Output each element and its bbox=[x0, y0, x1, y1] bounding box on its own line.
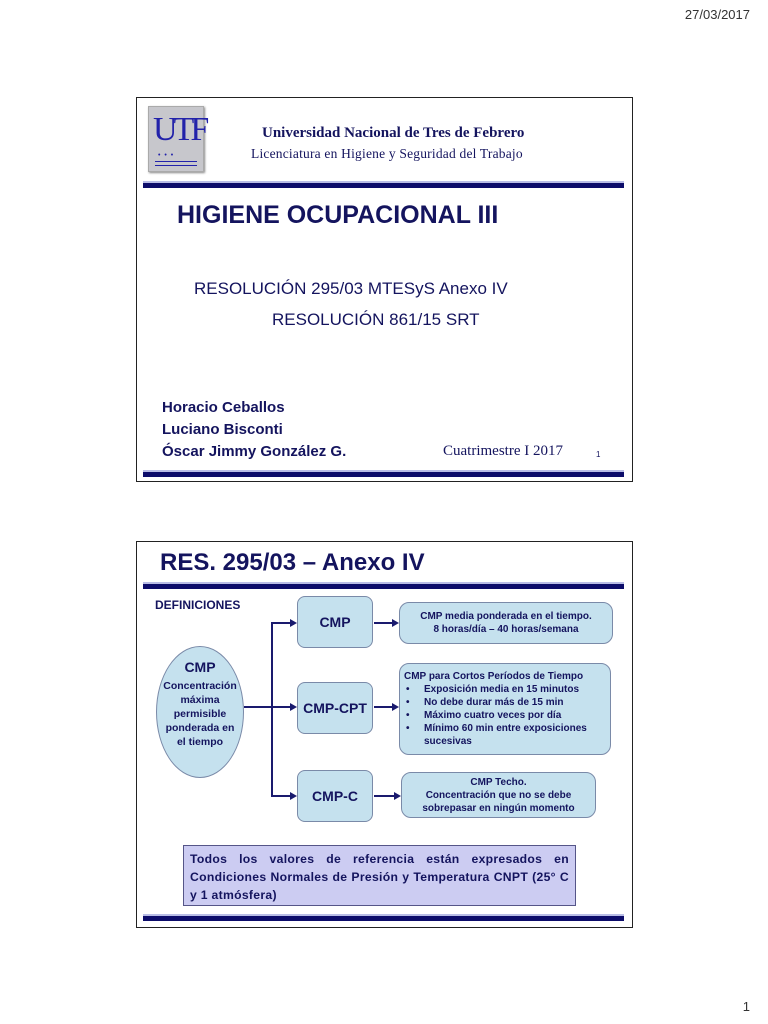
author: Óscar Jimmy González G. bbox=[162, 443, 347, 460]
arrow-icon bbox=[290, 703, 297, 711]
root-description: Concentración máxima permisible ponderada en el tiempo bbox=[163, 680, 237, 748]
description-line: CMP Techo. bbox=[470, 776, 527, 788]
footer-divider bbox=[143, 470, 624, 478]
arrow-icon bbox=[290, 619, 297, 627]
arrow-icon bbox=[392, 619, 399, 627]
description-line: sobrepasar en ningún momento bbox=[422, 802, 575, 814]
cpt-bullet-list bbox=[404, 683, 606, 748]
course-title: HIGIENE OCUPACIONAL III bbox=[177, 201, 499, 229]
section-label: DEFINICIONES bbox=[155, 598, 241, 612]
logo-band bbox=[155, 161, 197, 166]
term-label: Cuatrimestre I 2017 bbox=[443, 443, 563, 459]
description-line: CMP media ponderada en el tiempo. bbox=[420, 611, 592, 622]
slide-title: RES. 295/03 – Anexo IV bbox=[160, 549, 425, 576]
connector-cmp-desc bbox=[374, 622, 392, 624]
slide-number: 1 bbox=[596, 450, 601, 459]
cmp-cpt-box: CMP-CPT bbox=[297, 682, 373, 734]
connector-vertical-trunk bbox=[271, 622, 273, 797]
author: Luciano Bisconti bbox=[162, 421, 283, 438]
bullet-item: • Exposición media en 15 minutos bbox=[404, 683, 606, 696]
arrow-icon bbox=[392, 703, 399, 711]
description-line: Concentración que no se debe bbox=[425, 789, 572, 801]
bullet-item: • No debe durar más de 15 min bbox=[404, 696, 606, 709]
root-cmp-ellipse bbox=[156, 646, 244, 778]
root-label: CMP bbox=[184, 659, 216, 675]
connector-to-cmp bbox=[271, 622, 290, 624]
page-date: 27/03/2017 bbox=[684, 7, 750, 22]
author-list bbox=[162, 397, 346, 463]
description-line: 8 horas/día – 40 horas/semana bbox=[433, 624, 579, 635]
cnpt-note: Todos los valores de referencia están expresados en Condiciones Normales de Presión y Temperatura CNPT (25° C y 1 atmósfera) bbox=[183, 845, 576, 906]
university-logo bbox=[148, 106, 204, 172]
bullet-item: • Máximo cuatro veces por día bbox=[404, 709, 606, 722]
connector-c-desc bbox=[374, 795, 394, 797]
footer-divider bbox=[143, 914, 624, 922]
arrow-icon bbox=[290, 792, 297, 800]
university-name: Universidad Nacional de Tres de Febrero bbox=[262, 125, 525, 141]
cmp-box: CMP bbox=[297, 596, 373, 648]
description-title: CMP para Cortos Períodos de Tiempo bbox=[404, 671, 584, 682]
cmp-c-description-box bbox=[401, 772, 596, 818]
logo-letters: UTF bbox=[153, 111, 206, 148]
resolution-1: RESOLUCIÓN 295/03 MTESyS Anexo IV bbox=[194, 279, 508, 298]
cmp-description-box bbox=[399, 602, 613, 644]
slide-2-definitions bbox=[136, 541, 633, 928]
bullet-item: • Mínimo 60 min entre exposiciones sucesivas bbox=[404, 722, 606, 748]
title-divider bbox=[143, 582, 624, 590]
page-number: 1 bbox=[742, 999, 750, 1014]
author: Horacio Ceballos bbox=[162, 399, 285, 416]
logo-dots: • • • bbox=[158, 152, 175, 159]
connector-to-cmp-c bbox=[271, 795, 290, 797]
header-divider bbox=[143, 181, 624, 189]
slide-1-title bbox=[136, 97, 633, 482]
cmp-c-box: CMP-C bbox=[297, 770, 373, 822]
connector-root-horizontal bbox=[244, 706, 290, 708]
cmp-cpt-description-box bbox=[399, 663, 611, 755]
program-name: Licenciatura en Higiene y Seguridad del Trabajo bbox=[251, 146, 523, 161]
connector-cpt-desc bbox=[374, 706, 392, 708]
resolution-2: RESOLUCIÓN 861/15 SRT bbox=[272, 310, 480, 329]
arrow-icon bbox=[394, 792, 401, 800]
